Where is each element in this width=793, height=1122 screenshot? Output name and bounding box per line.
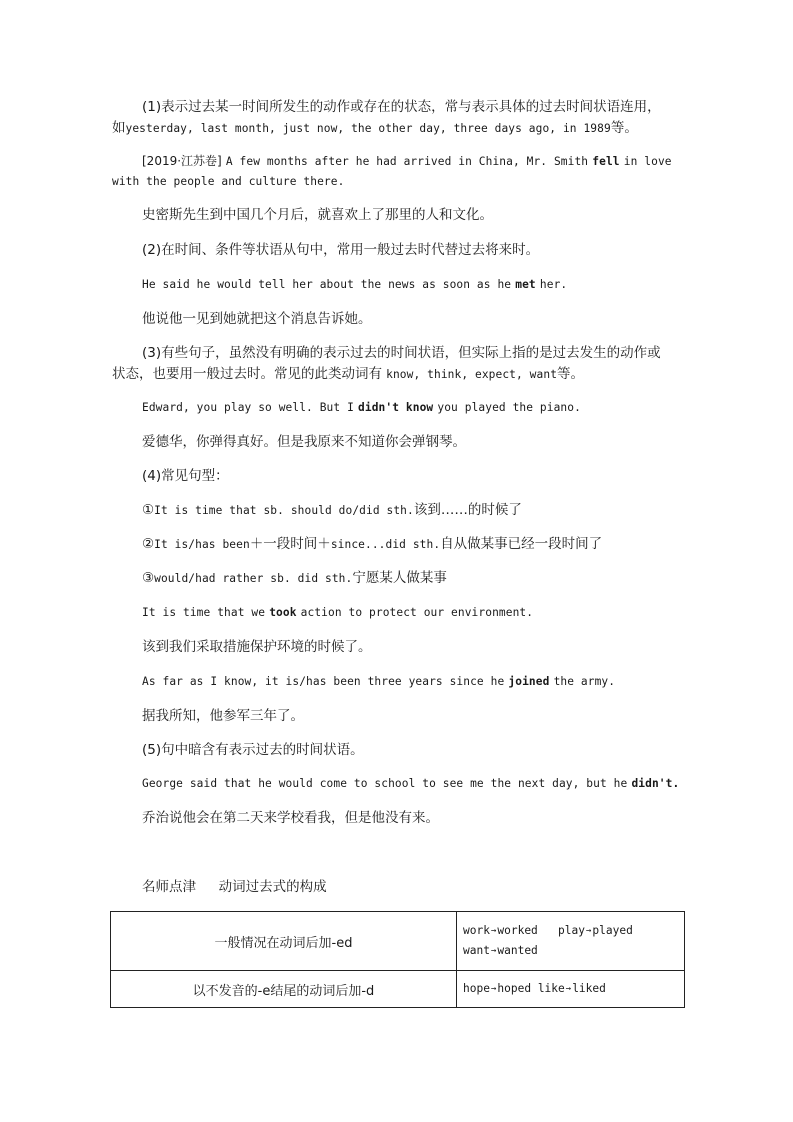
example-1-text-b: in love [623,155,672,168]
past-verb: wanted [497,944,538,957]
example-2-text-b: her. [539,278,568,291]
pattern-2-english-a: It is/has been [154,538,250,551]
pattern-2-number: ② [142,536,155,552]
base-verb: want [463,944,490,957]
example-4-translation: 该到我们采取措施保护环境的时候了。 [142,639,372,655]
example-5-bold-verb: joined [508,675,550,688]
tips-heading [142,877,327,897]
paragraph-5: (5)句中暗含有表示过去的时间状语。 [142,742,364,758]
paragraph-3-verbs: know, think, expect, want [386,368,558,381]
examples-cell [457,971,685,1008]
arrow-icon: → [565,984,572,994]
base-verb: work [463,924,490,937]
paragraph-3-line-2 [112,364,584,385]
paragraph-4-title: (4)常见句型： [142,468,229,484]
arrow-icon: → [585,926,592,936]
pattern-3 [142,568,447,589]
example-4-text-b: action to protect our environment. [300,606,534,619]
example-4 [142,603,533,623]
example-2 [142,275,567,295]
paragraph-3-suffix: 等。 [557,366,585,382]
past-verb: worked [497,924,538,937]
pattern-1-chinese: 该到……的时候了 [413,502,522,518]
example-2-bold-verb: met [515,278,536,291]
paragraph-3-line-1: (3)有些句子，虽然没有明确的表示过去的时间状语，但实际上指的是过去发生的动作或 [142,345,661,361]
paragraph-3-text: 状态，也要用一般过去时。常见的此类动词有 [112,366,382,382]
past-verb: hoped [497,982,532,995]
pattern-3-number: ③ [142,570,155,586]
pattern-1 [142,500,522,521]
example-5-translation: 据我所知，他参军三年了。 [142,708,304,724]
paragraph-1-line-2 [112,118,638,139]
example-1-translation: 史密斯先生到中国几个月后，就喜欢上了那里的人和文化。 [142,207,493,223]
example-6-bold-verb: didn't. [631,777,680,790]
table-row [111,912,685,971]
example-3-text-b: you played the piano. [437,401,581,414]
example-1-source: [2019·江苏卷] [142,154,222,168]
base-verb: play [558,924,585,937]
example-4-bold-verb: took [269,606,297,619]
rule-cell: 一般情况在动词后加-ed [111,912,457,971]
example-3-bold-verb: didn't know [358,401,434,414]
table-row [111,971,685,1008]
pattern-1-english: It is time that sb. should do/did sth. [154,504,414,517]
paragraph-1-line-1: (1)表示过去某一时间所发生的动作或存在的状态，常与表示具体的过去时间状语连用， [142,99,661,115]
rule-cell: 以不发音的-e结尾的动词后加-d [111,971,457,1008]
paragraph-2: (2)在时间、条件等状语从句中，常用一般过去时代替过去将来时。 [142,242,540,258]
tips-title: 动词过去式的构成 [218,879,327,895]
example-4-text-a: It is time that we [142,606,266,619]
example-6-text: George said that he would come to school to see me the next day, but he [142,777,628,790]
example-5 [142,672,615,692]
paragraph-1-suffix: 等。 [610,120,638,136]
arrow-icon: → [490,926,497,936]
pattern-3-chinese: 宁愿某人做某事 [352,570,447,586]
pattern-2 [142,534,602,555]
example-1-bold-verb: fell [592,155,620,168]
example-1-line-2: with the people and culture there. [112,175,345,188]
pattern-2-chinese-a: ＋一段时间＋ [249,536,331,552]
example-6 [142,774,679,794]
tips-label: 名师点津 [142,879,196,895]
arrow-icon: → [490,984,497,994]
example-1-text-a: A few months after he had arrived in China, Mr. Smith [225,155,589,168]
example-2-text-a: He said he would tell her about the news as soon as he [142,278,512,291]
past-verb: liked [572,982,606,995]
paragraph-1-prefix: 如 [112,120,126,136]
example-5-text-b: the army. [553,675,616,688]
past-verb: played [592,924,633,937]
example-3 [142,398,581,418]
pattern-3-english: would/had rather sb. did sth. [154,572,353,585]
arrow-icon: → [490,946,497,956]
example-3-translation: 爱德华，你弹得真好。但是我原来不知道你会弹钢琴。 [142,434,466,450]
pattern-2-english-b: since...did sth. [330,538,441,551]
example-3-text-a: Edward, you play so well. But I [142,401,354,414]
paragraph-1-time-expressions: yesterday, last month, just now, the other day, three days ago, in 1989 [125,122,611,135]
example-6-translation: 乔治说他会在第二天来学校看我，但是他没有来。 [142,810,439,826]
pattern-1-number: ① [142,502,155,518]
base-verb: like [537,982,565,995]
base-verb: hope [463,982,490,995]
examples-cell [457,912,685,971]
example-1-line-1 [142,151,672,172]
pattern-2-chinese-b: 自从做某事已经一段时间了 [440,536,603,552]
example-5-text-a: As far as I know, it is/has been three years since he [142,675,505,688]
example-2-translation: 他说他一见到她就把这个消息告诉她。 [142,311,372,327]
past-tense-formation-table [110,911,685,1008]
